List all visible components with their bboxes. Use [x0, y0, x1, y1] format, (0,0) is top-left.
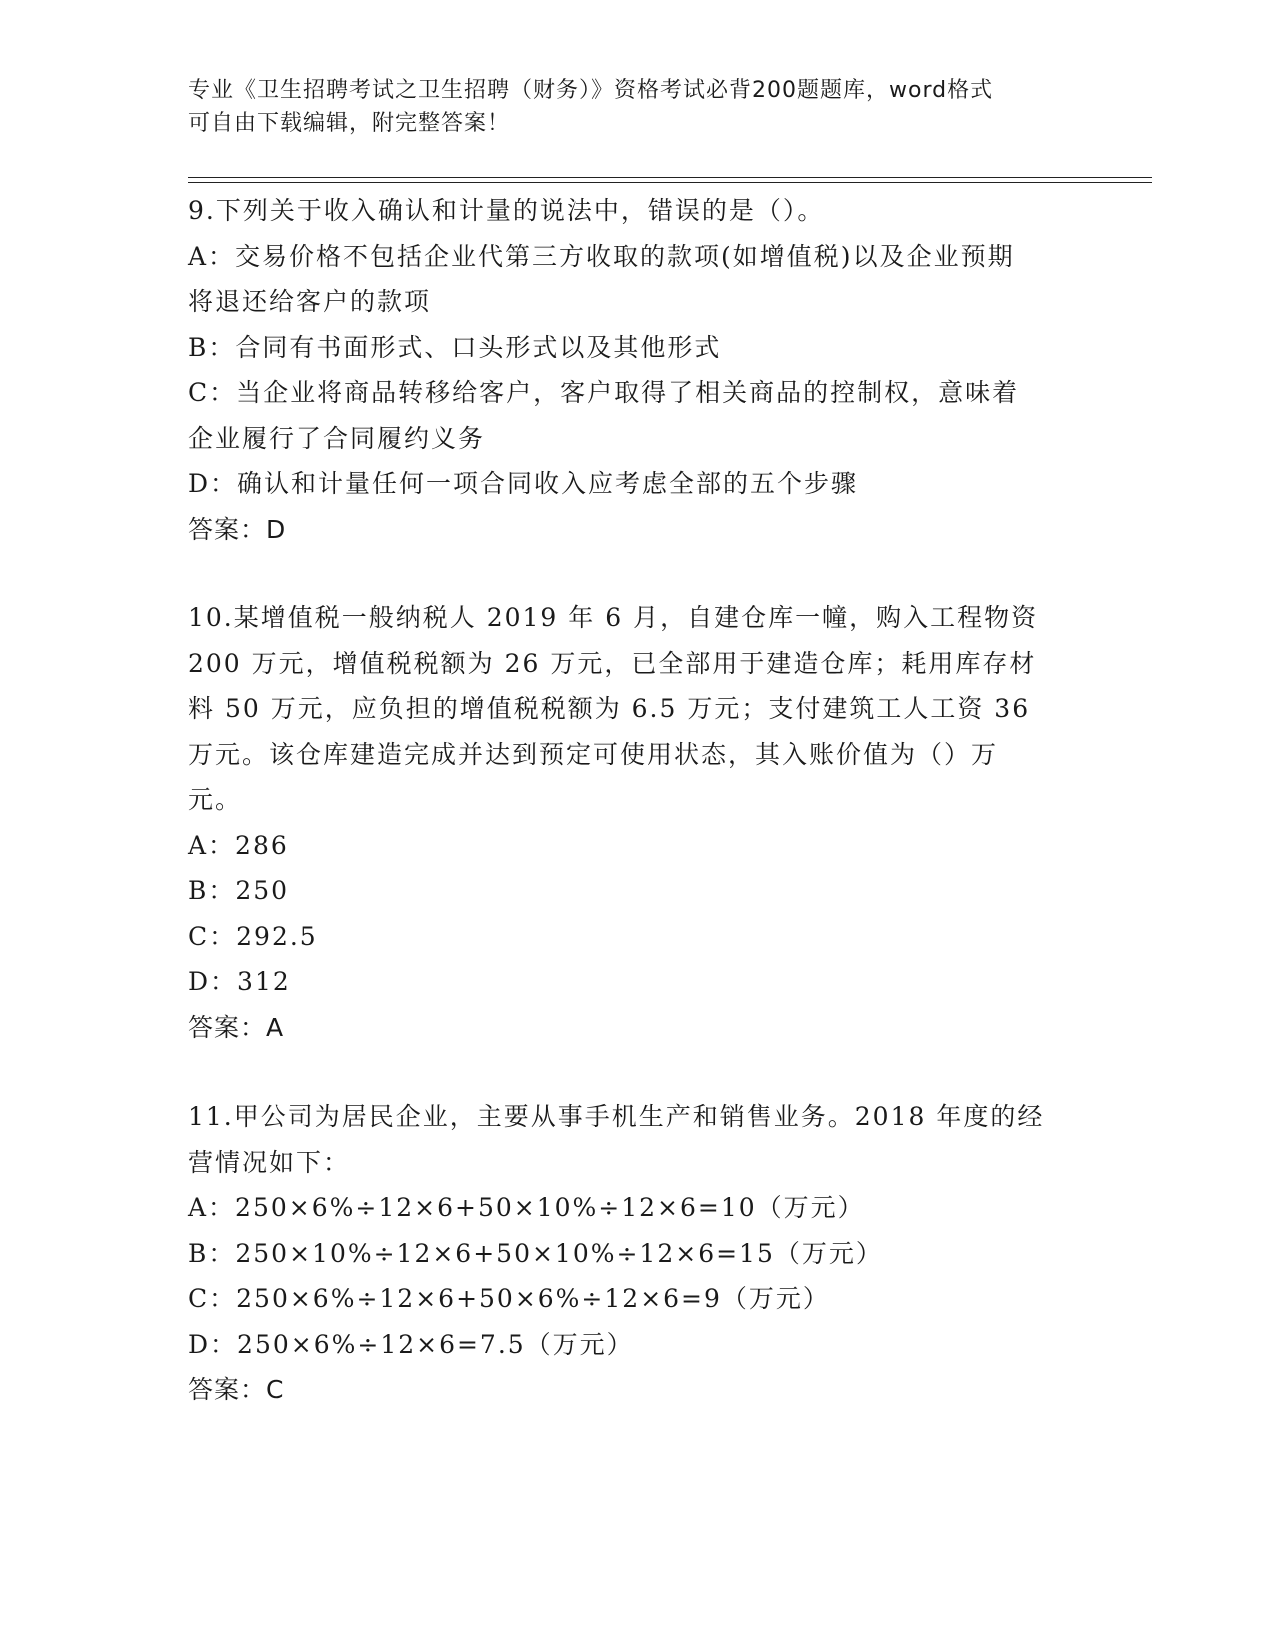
question-stem-line: 元。 [188, 785, 243, 814]
option-b-line: B：合同有书面形式、口头形式以及其他形式 [188, 332, 722, 362]
header-line-2: 可自由下载编辑，附完整答案！ [188, 111, 511, 136]
question-stem-line: 营情况如下： [188, 1147, 351, 1177]
question-stem-line: 料 50 万元，应负担的增值税税额为 6.5 万元；支付建筑工人工资 36 [188, 694, 1031, 723]
option-a-line: A：286 [188, 830, 289, 860]
header-divider-top [188, 177, 1152, 178]
option-b-line: B：250 [188, 876, 290, 905]
question-stem-line: 万元。该仓库建造完成并达到预定可使用状态，其入账价值为（）万 [188, 739, 999, 769]
option-a-line: 将退还给客户的款项 [188, 287, 432, 316]
answer-label: 答案：D [188, 514, 287, 544]
document-header [188, 74, 1068, 140]
option-c-line: C：250×6%÷12×6+50×6%÷12×6=9（万元） [188, 1284, 830, 1313]
question-stem-line: 11.甲公司为居民企业，主要从事手机生产和销售业务。2018 年度的经 [188, 1102, 1045, 1131]
option-a-line: A：交易价格不包括企业代第三方收取的款项(如增值税)以及企业预期 [188, 241, 1015, 271]
answer-label: 答案：C [188, 1375, 285, 1404]
option-d-line: D：250×6%÷12×6=7.5（万元） [188, 1329, 634, 1359]
option-d-line: D：确认和计量任何一项合同收入应考虑全部的五个步骤 [188, 469, 859, 498]
header-divider-bottom [188, 182, 1152, 183]
question-11 [188, 1094, 1088, 1413]
option-c-line: C：292.5 [188, 921, 318, 951]
answer-label: 答案：A [188, 1012, 285, 1042]
option-a-line: A：250×6%÷12×6+50×10%÷12×6=10（万元） [188, 1193, 865, 1222]
question-9 [188, 188, 1088, 552]
option-c-line: 企业履行了合同履约义务 [188, 423, 486, 453]
option-d-line: D：312 [188, 967, 291, 996]
question-10 [188, 595, 1088, 1050]
question-stem-line: 9.下列关于收入确认和计量的说法中，错误的是（）。 [188, 196, 825, 225]
question-stem-line: 10.某增值税一般纳税人 2019 年 6 月，自建仓库一幢，购入工程物资 [188, 603, 1039, 632]
option-b-line: B：250×10%÷12×6+50×10%÷12×6=15（万元） [188, 1238, 883, 1268]
header-line-1: 专业《卫生招聘考试之卫生招聘（财务）》资格考试必背200题题库，word格式 [188, 78, 994, 103]
question-stem-line: 200 万元，增值税税额为 26 万元，已全部用于建造仓库；耗用库存材 [188, 648, 1037, 678]
option-c-line: C：当企业将商品转移给客户，客户取得了相关商品的控制权，意味着 [188, 378, 1020, 407]
